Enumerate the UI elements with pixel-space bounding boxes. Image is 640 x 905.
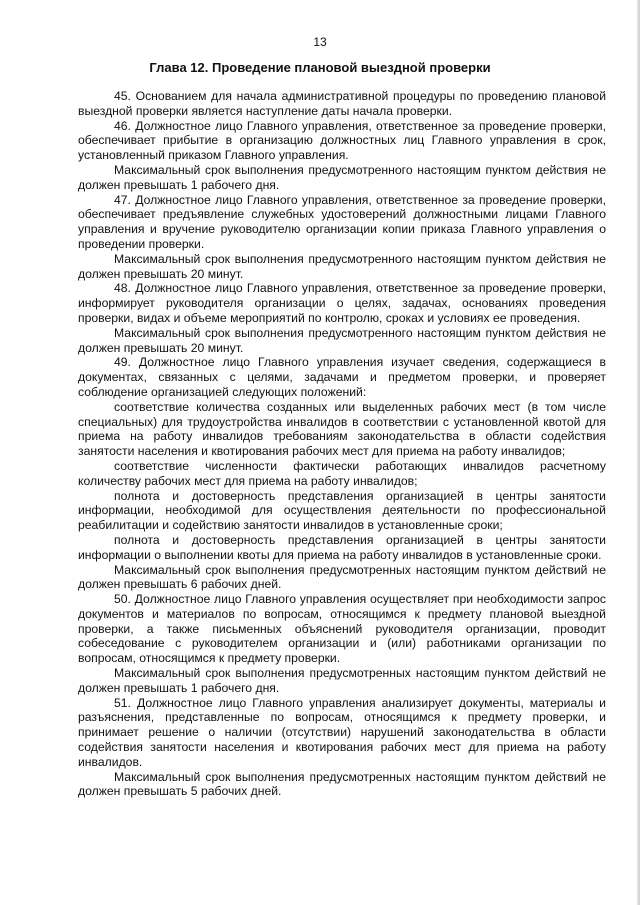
paragraph-50: 50. Должностное лицо Главного управления осуществляет при необходимости запрос документов и материалов по вопросам, относящимся к предмету плановой выездной проверки, а также письменных объяснений руководителя организации, проводит собеседование с руководителем организации и (или) работниками организации по вопросам, относящимся к предмету проверки. xyxy=(78,592,606,666)
paragraph-51-deadline: Максимальный срок выполнения предусмотренных настоящим пунктом действий не должен превышать 5 рабочих дней. xyxy=(78,769,606,799)
paragraph-46: 46. Должностное лицо Главного управления, ответственное за проведение проверки, обеспечивает прибытие в организацию должностных лиц Главного управления в срок, установленный приказом Главного управления. xyxy=(78,118,606,163)
paragraph-47-deadline: Максимальный срок выполнения предусмотренного настоящим пунктом действия не должен превышать 20 минут. xyxy=(78,251,606,281)
page-number: 13 xyxy=(313,35,327,49)
chapter-title: Глава 12. Проведение плановой выездной проверки xyxy=(149,60,491,75)
paragraph-47: 47. Должностное лицо Главного управления, ответственное за проведение проверки, обеспечивает предъявление служебных удостоверений должностными лицами Главного управления и вручение руководителю организации копии приказа Главного управления о проведении проверки. xyxy=(78,192,606,251)
paragraph-46-deadline: Максимальный срок выполнения предусмотренного настоящим пунктом действия не должен превышать 1 рабочего дня. xyxy=(78,162,606,192)
paragraph-49-item-3: полнота и достоверность представления организацией в центры занятости информации, необходимой для осуществления деятельности по профессиональной реабилитации и содействию занятости инвалидов в установленные сроки; xyxy=(78,488,606,533)
paragraph-51: 51. Должностное лицо Главного управления анализирует документы, материалы и разъяснения, представленные по вопросам, относящимся к предмету проверки, и принимает решение о наличии (отсутствии) нарушений законодательства в области содействия занятости населения и квотирования рабочих мест для приема на работу инвалидов. xyxy=(78,695,606,769)
paragraph-49-deadline: Максимальный срок выполнения предусмотренных настоящим пунктом действий не должен превышать 6 рабочих дней. xyxy=(78,562,606,592)
paragraph-48-deadline: Максимальный срок выполнения предусмотренного настоящим пунктом действия не должен превышать 20 минут. xyxy=(78,325,606,355)
paragraph-49: 49. Должностное лицо Главного управления изучает сведения, содержащиеся в документах, связанных с целями, задачами и предметом проверки, и проверяет соблюдение организацией следующих положений: xyxy=(78,355,606,399)
paragraph-49-item-1: соответствие количества созданных или выделенных рабочих мест (в том числе специальных) для трудоустройства инвалидов в соответствии с установленной квотой для приема на работу инвалидов требованиям законодательства в области содействия занятости населения и квотирования рабочих мест для приема на работу инвалидов; xyxy=(78,399,606,459)
document-body xyxy=(78,89,606,799)
paragraph-49-item-4: полнота и достоверность представления организацией в центры занятости информации о выполнении квоты для приема на работу инвалидов в установленные сроки. xyxy=(78,532,606,562)
paragraph-48: 48. Должностное лицо Главного управления, ответственное за проведение проверки, информирует руководителя организации о целях, задачах, основаниях проведения проверки, видах и объеме мероприятий по контролю, сроках и условиях ее проведения. xyxy=(78,281,606,325)
paragraph-45: 45. Основанием для начала административной процедуры по проведению плановой выездной проверки является наступление даты начала проверки. xyxy=(78,89,606,118)
paragraph-50-deadline: Максимальный срок выполнения предусмотренных настоящим пунктом действий не должен превышать 1 рабочего дня. xyxy=(78,666,606,695)
paragraph-49-item-2: соответствие численности фактически работающих инвалидов расчетному количеству рабочих мест для приема на работу инвалидов; xyxy=(78,458,606,488)
